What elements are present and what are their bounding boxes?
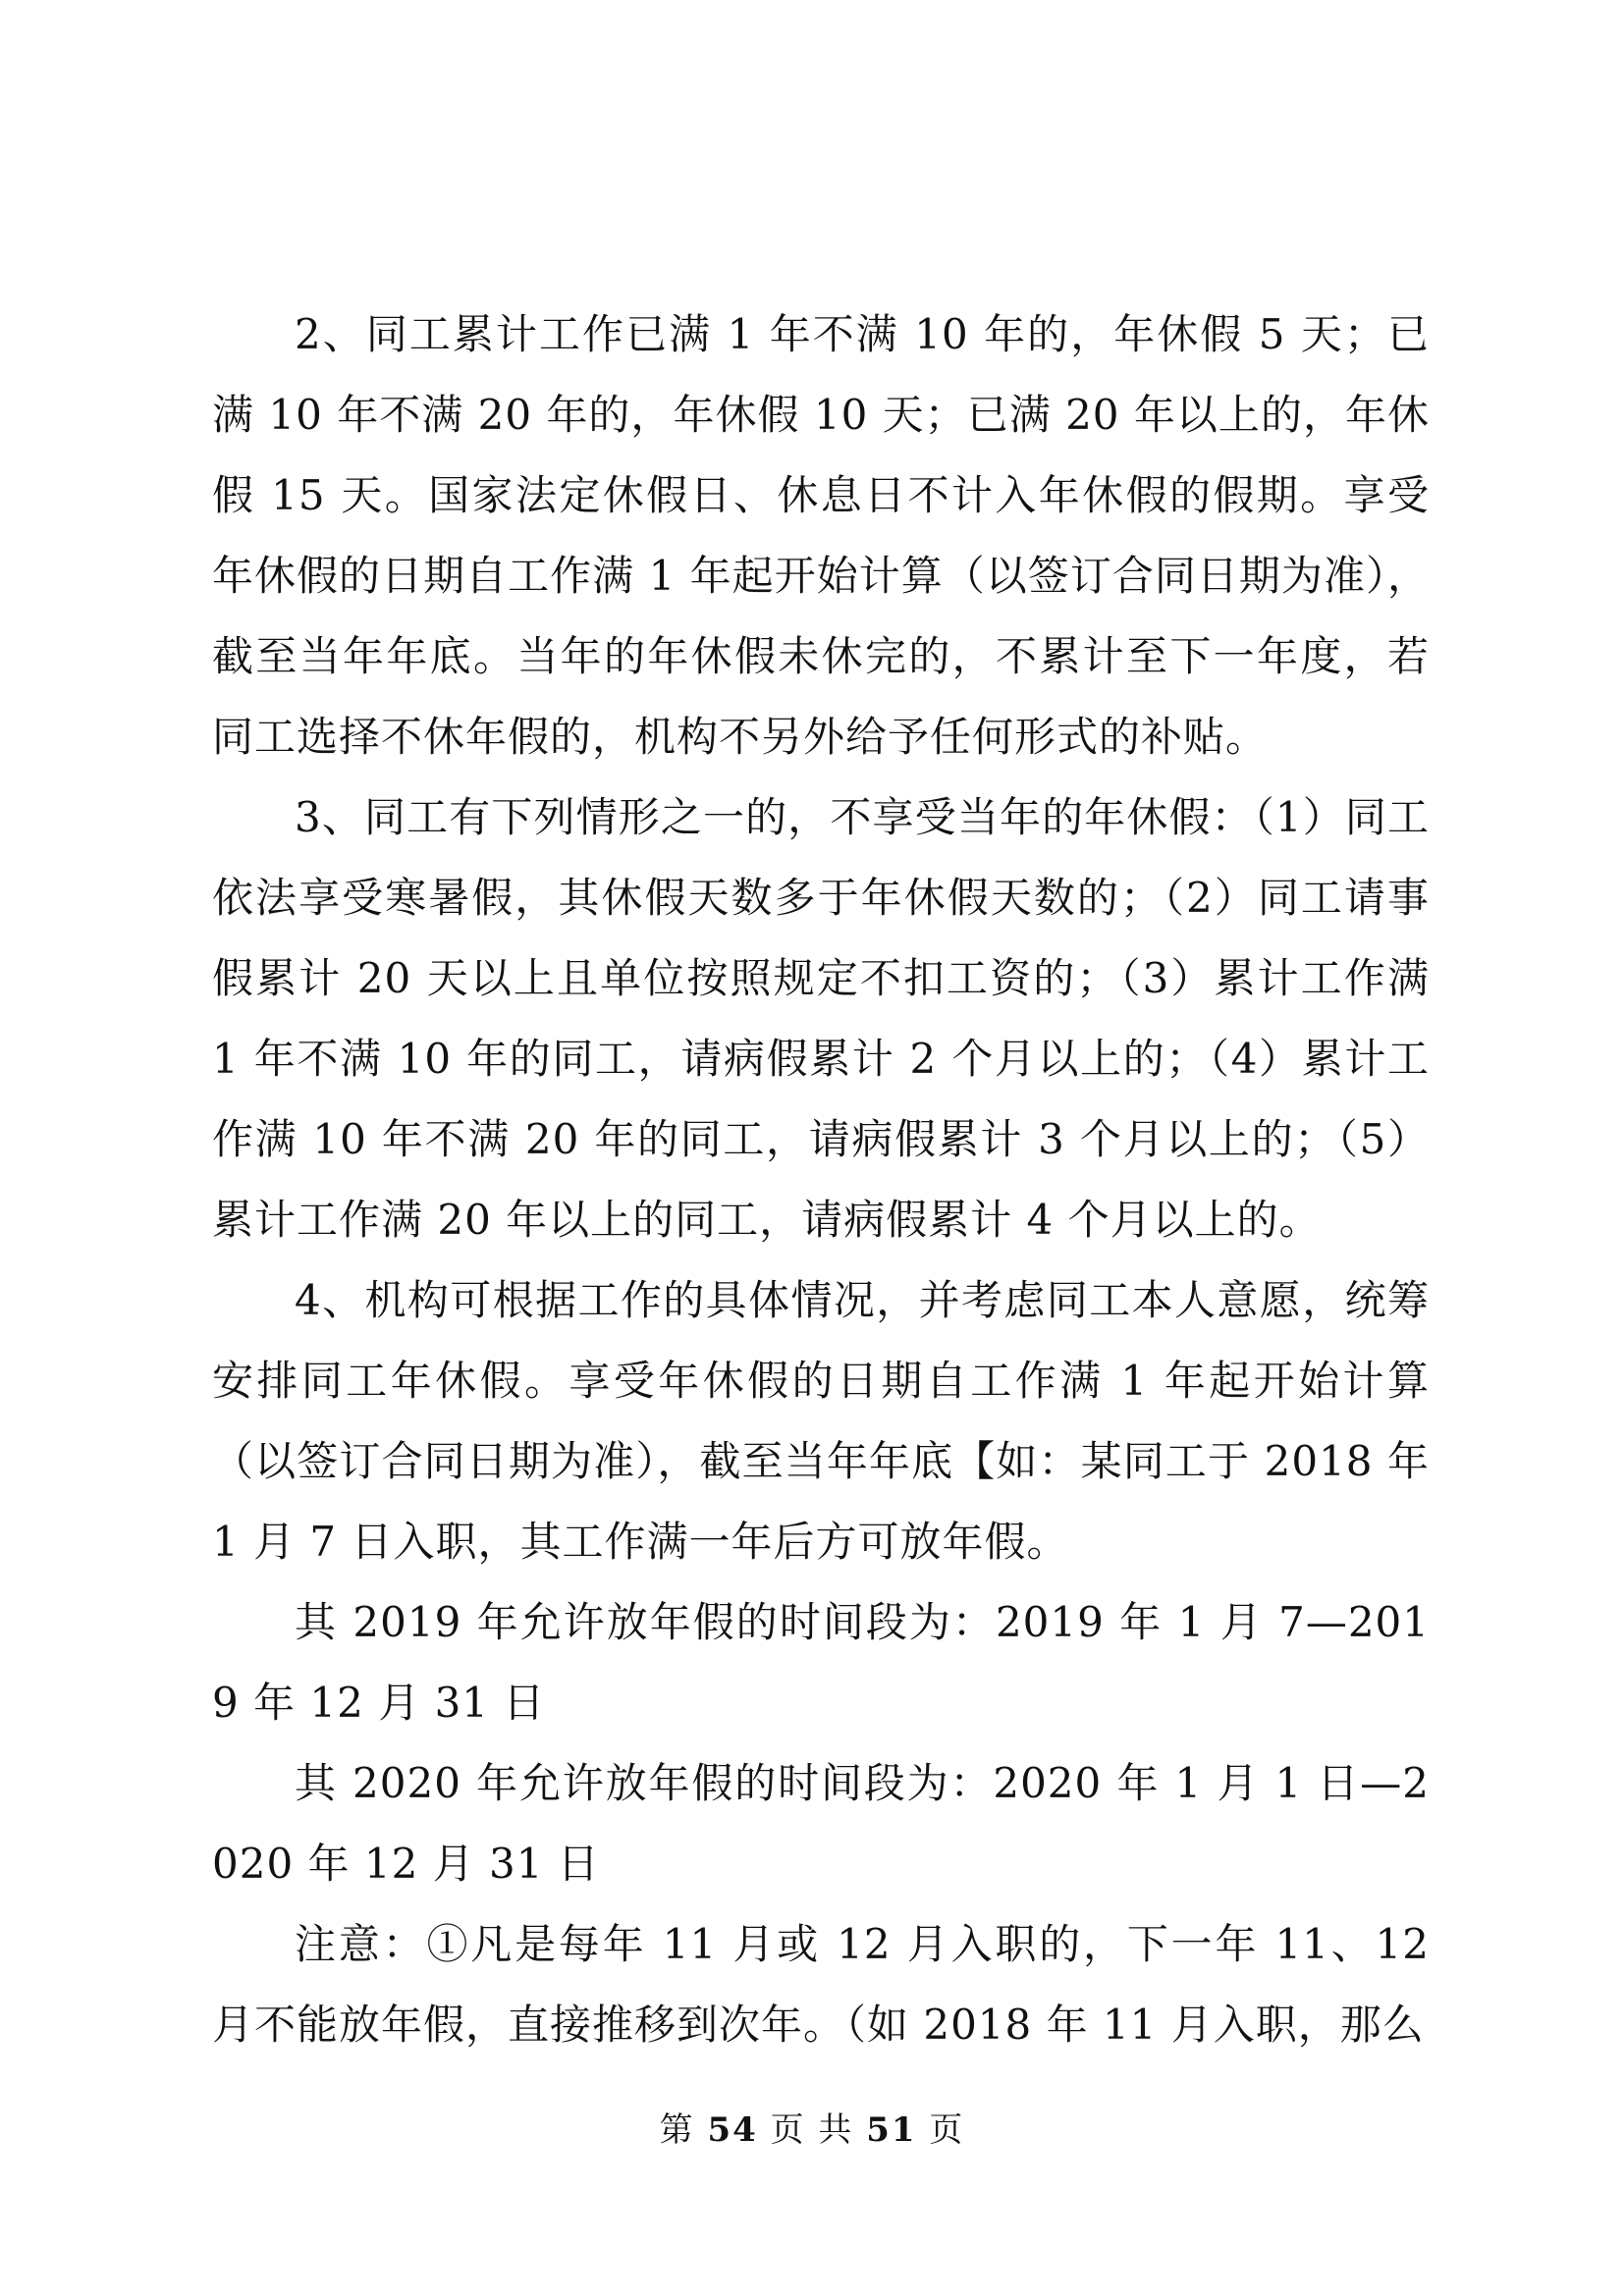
paragraph-leave-exclusions: 3、同工有下列情形之一的，不享受当年的年休假：（1）同工依法享受寒暑假，其休假天数多于年休假天数的；（2）同工请事假累计 20 天以上且单位按照规定不扣工资的；（3）累计工作满 1 年不满 10 年的同工，请病假累计 2 个月以上的；（4）累计工作满 10 年不满 20 年的同工，请病假累计 3 个月以上的；（5）累计工作满 20 年以上的同工，请病假累计 4 个月以上的。	[212, 793, 1430, 1244]
paragraph-2019-period: 其 2019 年允许放年假的时间段为：2019 年 1 月 7—2019 年 12 月 31 日	[212, 1598, 1430, 1727]
footer-current-page: 54	[707, 2110, 758, 2150]
footer-middle: 页 共	[770, 2110, 854, 2150]
page-footer	[0, 2109, 1624, 2152]
document-body	[212, 294, 1430, 2065]
footer-suffix: 页	[929, 2110, 965, 2150]
paragraph-leave-arrangement: 4、机构可根据工作的具体情况，并考虑同工本人意愿，统筹安排同工年休假。享受年休假的日期自工作满 1 年起开始计算（以签订合同日期为准），截至当年年底【如：某同工于 2018 年 1 月 7 日入职，其工作满一年后方可放年假。	[212, 1276, 1430, 1566]
paragraph-note: 注意：①凡是每年 11 月或 12 月入职的，下一年 11、12 月不能放年假，直接推移到次年。（如 2018 年 11 月入职，那么	[212, 1920, 1430, 2049]
paragraph-2020-period: 其 2020 年允许放年假的时间段为：2020 年 1 月 1 日—2020 年 12 月 31 日	[212, 1759, 1430, 1888]
paragraph-annual-leave-days: 2、同工累计工作已满 1 年不满 10 年的，年休假 5 天；已满 10 年不满 20 年的，年休假 10 天；已满 20 年以上的，年休假 15 天。国家法定休假日、休息日不计入年休假的假期。享受年休假的日期自工作满 1 年起开始计算（以签订合同日期为准），截至当年年底。当年的年休假未休完的，不累计至下一年度，若同工选择不休年假的，机构不另外给予任何形式的补贴。	[212, 310, 1430, 761]
footer-prefix: 第	[659, 2110, 695, 2150]
footer-total-pages: 51	[866, 2110, 917, 2150]
